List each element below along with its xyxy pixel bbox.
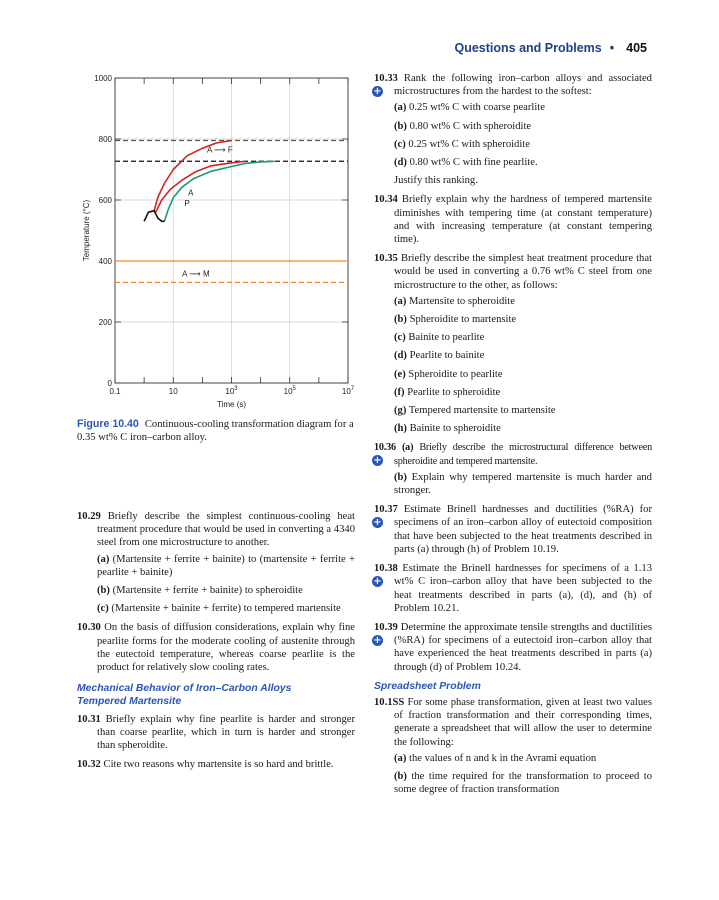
annotation-label: P bbox=[184, 199, 190, 209]
curve-transformation-finish bbox=[165, 161, 275, 221]
heading-mechanical-behavior: Mechanical Behavior of Iron–Carbon Alloys bbox=[77, 683, 292, 695]
x-tick-label: 0.1 bbox=[109, 387, 121, 396]
x-axis-label: Time (s) bbox=[216, 400, 247, 409]
x-tick-label: $10^5$ bbox=[283, 386, 296, 396]
question-10-34: 10.34 Briefly explain why the hardness of tempered martensite diminishes with tempering time (at constant temperature) and with increasing temperature (at constant tempering time). bbox=[374, 194, 652, 246]
question-10-39: + 10.39 Determine the approximate tensile strengths and ductilities (%RA) for specimens of a eutectoid iron–carbon alloy that have experienced the heat treatments described in parts (a) through (d) of Problem 10.24. bbox=[373, 621, 652, 673]
question-10-30: 10.30 On the basis of diffusion considerations, explain why fine pearlite forms for the moderate cooling of austenite through the eutectoid temperature, whereas coarse pearlite is the product for relatively slow cooling rates. bbox=[77, 622, 355, 674]
curve-bainite-bay bbox=[144, 211, 164, 222]
separator-dot: • bbox=[609, 41, 615, 55]
annotation-label: A ⟶ F bbox=[207, 145, 233, 155]
right-column bbox=[374, 72, 652, 802]
y-tick-label: 800 bbox=[98, 135, 112, 144]
y-tick-label: 0 bbox=[107, 379, 112, 388]
plus-icon: + bbox=[373, 517, 382, 529]
annotation-label: A ⟶ M bbox=[182, 269, 210, 279]
cct-diagram bbox=[77, 66, 377, 411]
part-c: (c) (Martensite + bainite + ferrite) to tempered martensite bbox=[97, 603, 341, 615]
question-10-36: + 10.36 (a) Briefly describe the microstructural difference between spheroidite and tempered martensite. (b) Explain why tempered martensite is much harder and stronger. bbox=[373, 442, 652, 497]
part-a: (a) 0.25 wt% C with coarse pearlite bbox=[394, 102, 545, 114]
y-tick-label: 400 bbox=[98, 257, 112, 266]
plus-icon: + bbox=[373, 455, 382, 467]
question-10-29 bbox=[77, 510, 355, 615]
justify-text: Justify this ranking. bbox=[394, 175, 478, 187]
figure-caption bbox=[77, 418, 357, 444]
y-tick-label: 1000 bbox=[94, 74, 112, 83]
plus-icon: + bbox=[373, 576, 382, 588]
figure-caption-text: Continuous-cooling transformation diagram for a 0.35 wt% C iron–carbon alloy. bbox=[77, 419, 354, 443]
part-a: (a) (Martensite + ferrite + bainite) to (martensite + ferrite + pearlite + bainite) bbox=[97, 553, 355, 578]
part-d: (d) 0.80 wt% C with fine pearlite. bbox=[394, 157, 538, 169]
y-axis-label: Temperature (°C) bbox=[82, 199, 91, 262]
left-column bbox=[77, 510, 355, 777]
x-tick-label: 10 bbox=[168, 387, 178, 396]
plus-icon: + bbox=[373, 86, 382, 97]
figure-label: Figure 10.40 bbox=[77, 418, 139, 430]
section-title: Questions and Problems bbox=[454, 41, 602, 55]
y-tick-label: 200 bbox=[98, 318, 112, 327]
part-c: (c) 0.25 wt% C with spheroidite bbox=[394, 138, 530, 150]
question-10-38: + 10.38 Estimate the Brinell hardnesses for specimens of a 1.13 wt% C iron–carbon alloy that have been subjected to the heat treatments described in parts (a), (d), and (h) of Problem 10.21. bbox=[373, 563, 652, 614]
plus-icon: + bbox=[373, 634, 382, 646]
question-text: Briefly describe the simplest continuous-cooling heat treatment procedure that would be used in converting a 4340 steel from one microstructure to another. bbox=[97, 511, 355, 549]
question-10-32: 10.32 Cite two reasons why martensite is so hard and brittle. bbox=[77, 759, 334, 771]
x-tick-label: $10^7$ bbox=[341, 386, 355, 396]
page-number: 405 bbox=[626, 41, 647, 55]
running-header bbox=[454, 41, 647, 55]
question-10-35: 10.35 Briefly describe the simplest heat treatment procedure that would be used in converting a 0.76 wt% C steel from one microstructure to the other, as follows: (a) Martensite to spheroidite (b) Spheroidite to martensite (c) Bainite to pearlite (d) Pearlite to bainite (e) Spheroidite to pearlite (f) Pearlite to spheroidite (g) Tempered martensite to martensite (h) Bainite to spheroidite bbox=[374, 253, 652, 435]
heading-tempered-martensite: Tempered Martensite bbox=[77, 696, 182, 708]
x-tick-label: $10^3$ bbox=[225, 386, 238, 396]
question-10-31: 10.31 Briefly explain why fine pearlite is harder and stronger than coarse pearlite, which in turn is harder and stronger than spheroidite. bbox=[77, 713, 356, 752]
annotation-label: A bbox=[188, 188, 194, 198]
question-number: 10.29 bbox=[77, 511, 101, 522]
curve-pearlite-start bbox=[156, 161, 246, 212]
question-10-33: + 10.33 Rank the following iron–carbon alloys and associated microstructures from the hardest to the softest: (a) 0.25 wt% C with coarse pearlite (b) 0.80 wt% C with spheroidite (c) 0.25 wt% C with spheroidite (d) 0.80 wt% C with fine pearlite. Justify this ranking. bbox=[373, 73, 652, 187]
section-heading bbox=[77, 682, 355, 708]
part-b: (b) (Martensite + ferrite + bainite) to spheroidite bbox=[97, 585, 303, 597]
question-10-1ss: 10.1SS For some phase transformation, given at least two values of fraction transformation and their corresponding times, generate a spreadsheet that will allow the user to determine the following: (a) the values of n and k in the Avrami equation (b) the time required for the transformation to proceed to some degree of fraction transformation bbox=[374, 696, 652, 796]
part-b: (b) 0.80 wt% C with spheroidite bbox=[394, 120, 532, 132]
heading-spreadsheet-problem: Spreadsheet Problem bbox=[374, 680, 481, 692]
question-10-37: + 10.37 Estimate Brinell hardnesses and ductilities (%RA) for specimens of an iron–carbon alloy of eutectoid composition that have been subjected to the heat treatments described in parts (a) through (h) of Problem 10.19. bbox=[373, 504, 652, 555]
y-tick-label: 600 bbox=[98, 196, 112, 205]
